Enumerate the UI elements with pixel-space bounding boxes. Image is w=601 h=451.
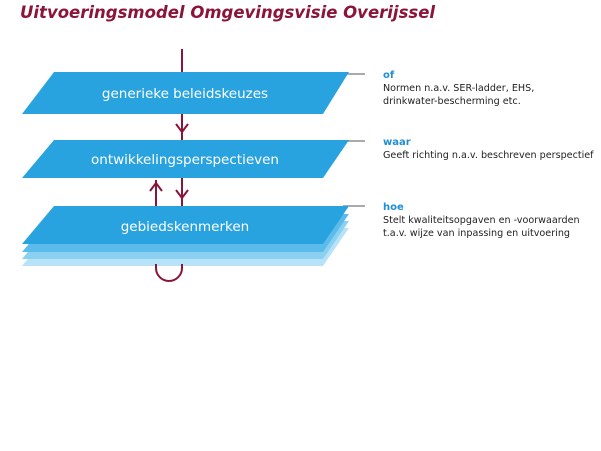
arrow-loop-bottom: [156, 264, 182, 281]
description-line: t.a.v. wijze van inpassing en uitvoering: [383, 228, 570, 239]
description-line: drinkwater-bescherming etc.: [383, 96, 521, 107]
description-of: [383, 69, 534, 108]
description-hoe: [383, 201, 580, 240]
layer-label-gebiedskenmerken: gebiedskenmerken: [120, 219, 250, 235]
description-heading-hoe: hoe: [383, 202, 404, 213]
diagram-title: Uitvoeringsmodel Omgevingsvisie Overijssel: [20, 3, 436, 22]
layer-label-ontwikkelingsperspectieven: ontwikkelingsperspectieven: [91, 152, 279, 168]
description-line: Normen n.a.v. SER-ladder, EHS,: [383, 83, 535, 94]
layer-label-generieke-beleidskeuzes: generieke beleidskeuzes: [101, 86, 269, 102]
description-line: Geeft richting n.a.v. beschreven perspectief: [383, 150, 594, 161]
description-heading-waar: waar: [383, 137, 411, 148]
description-waar: [383, 136, 594, 162]
description-heading-of: of: [383, 70, 395, 81]
description-line: Stelt kwaliteitsopgaven en -voorwaarden: [383, 215, 580, 226]
